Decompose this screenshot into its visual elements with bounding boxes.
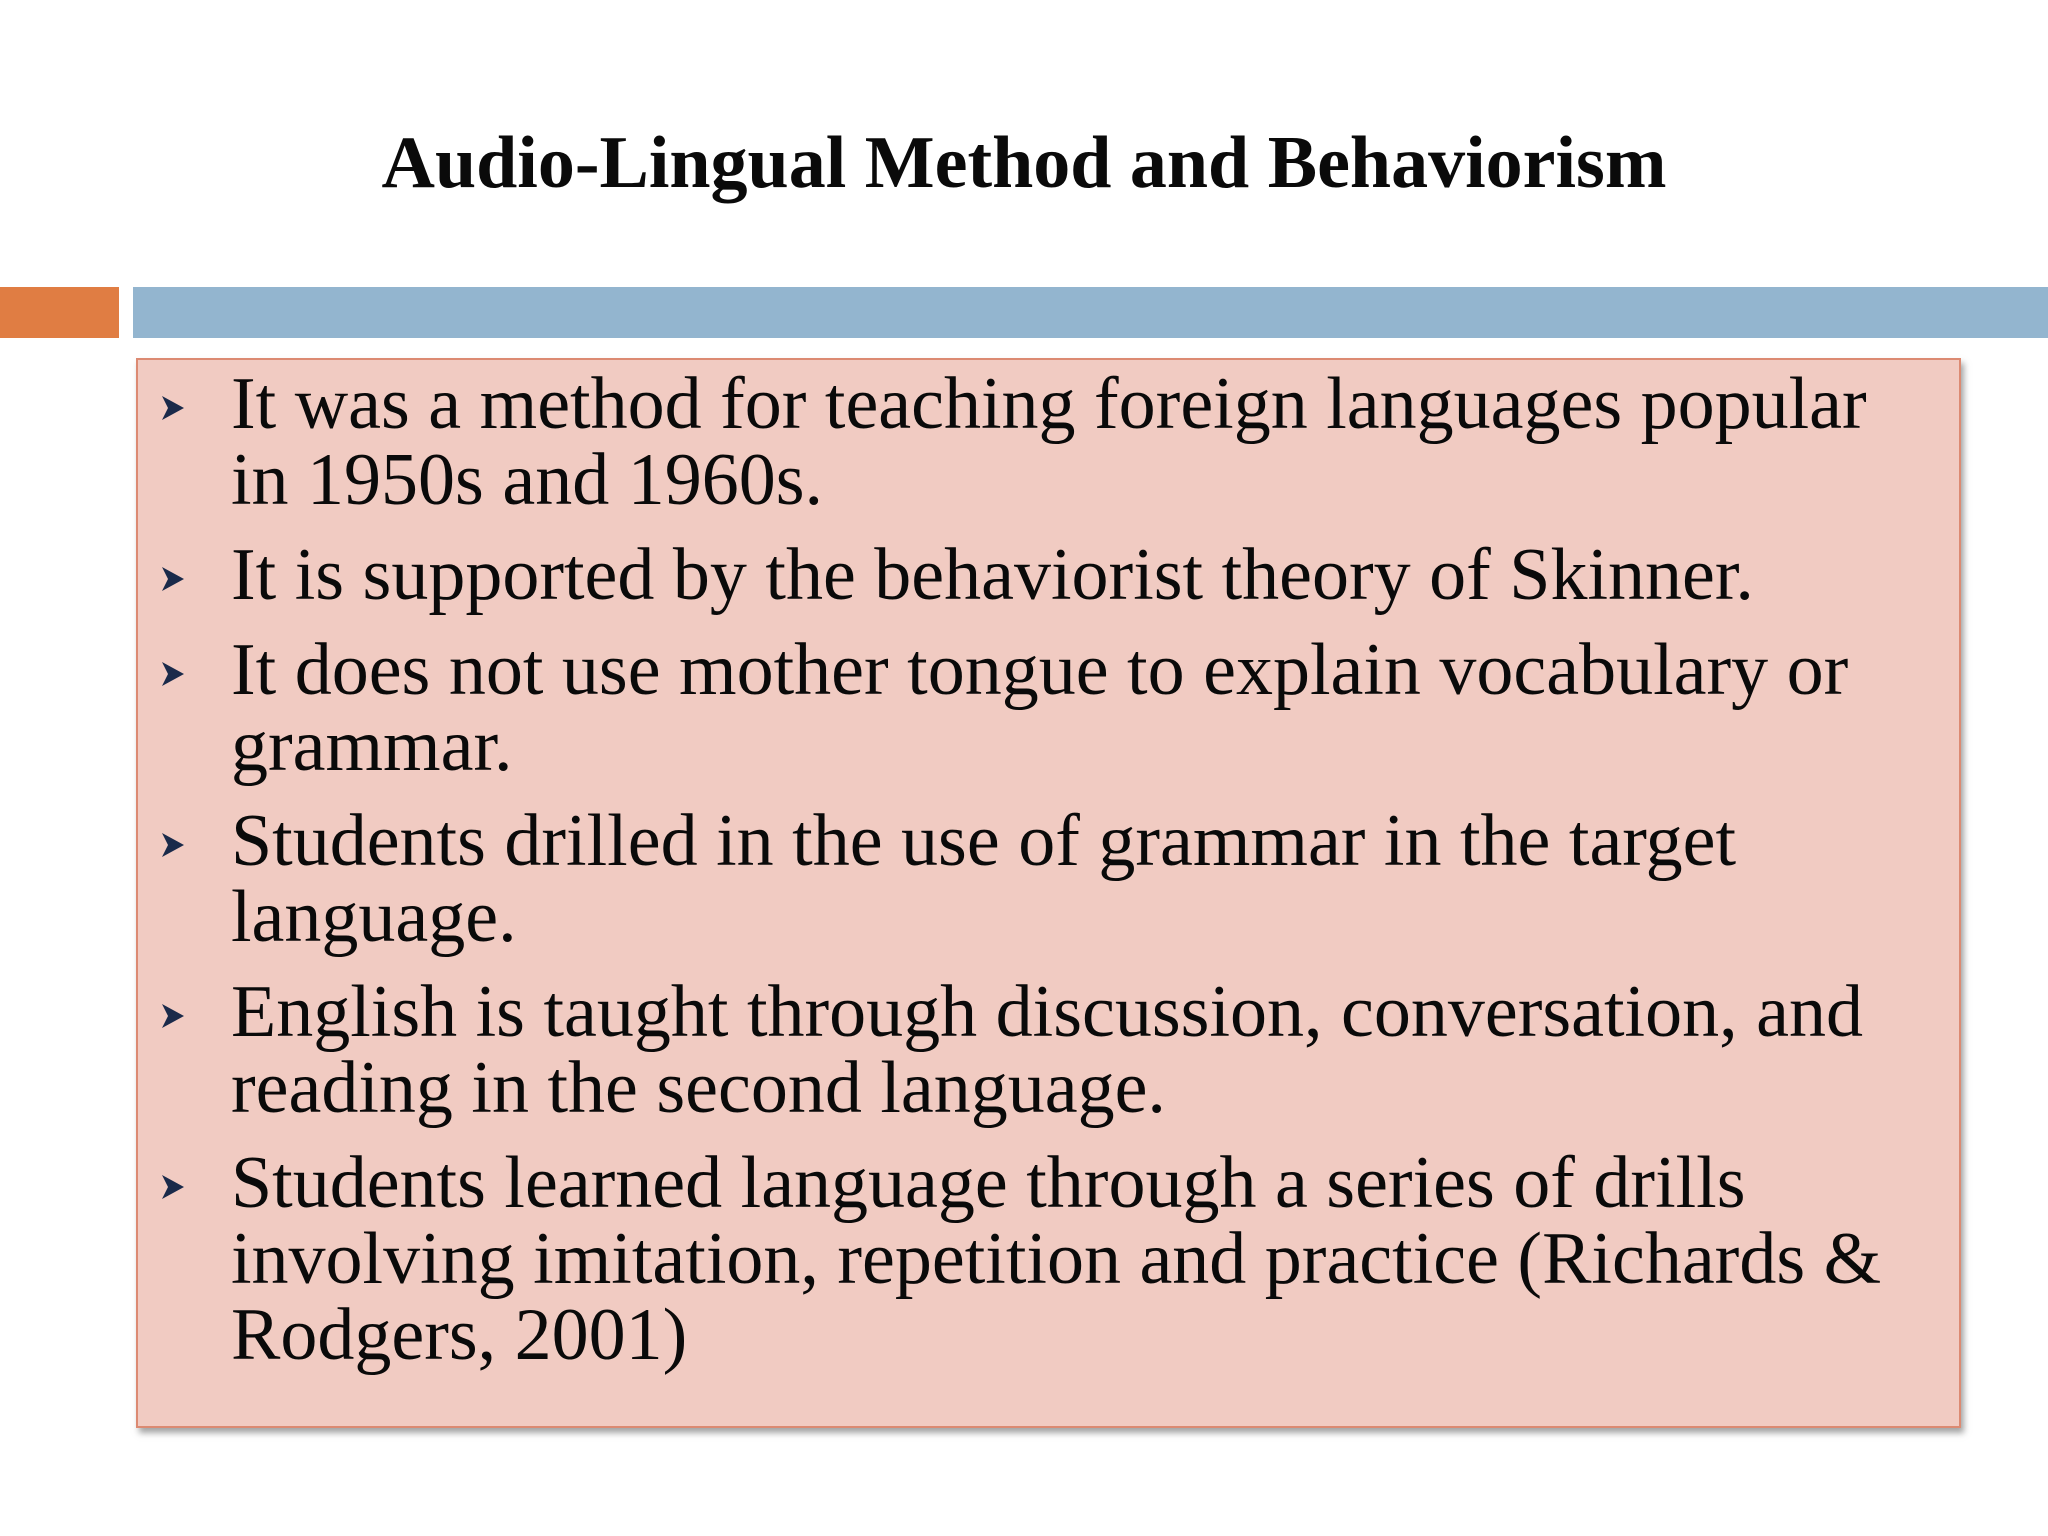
accent-bar-blue <box>133 287 2048 338</box>
bullet-item <box>138 363 1959 521</box>
accent-bar-orange <box>0 287 119 338</box>
arrowhead-bullet-icon <box>160 632 200 708</box>
bullet-item <box>138 534 1959 616</box>
arrowhead-bullet-icon <box>160 537 200 613</box>
bullet-text: It is supported by the behaviorist theory of Skinner. <box>231 534 1754 616</box>
bullet-text: It was a method for teaching foreign languages popular in 1950s and 1960s. <box>231 363 1867 521</box>
arrowhead-bullet-icon <box>160 803 200 879</box>
bullet-item <box>138 1142 1959 1376</box>
bullet-item <box>138 629 1959 787</box>
content-box <box>136 358 1961 1428</box>
arrowhead-bullet-icon <box>160 366 200 442</box>
bullet-text: Students learned language through a series of drills involving imitation, repetition and practice (Richards & Rodgers, 2001) <box>231 1142 1882 1376</box>
slide-title: Audio-Lingual Method and Behaviorism <box>381 122 1667 204</box>
bullet-item <box>138 971 1959 1129</box>
bullet-text: It does not use mother tongue to explain vocabulary or grammar. <box>231 629 1849 787</box>
bullet-item <box>138 800 1959 958</box>
arrowhead-bullet-icon <box>160 974 200 1050</box>
bullet-text: English is taught through discussion, conversation, and reading in the second language. <box>231 971 1863 1129</box>
bullet-list <box>138 363 1959 1392</box>
bullet-text: Students drilled in the use of grammar in the target language. <box>231 800 1737 958</box>
arrowhead-bullet-icon <box>160 1145 200 1221</box>
